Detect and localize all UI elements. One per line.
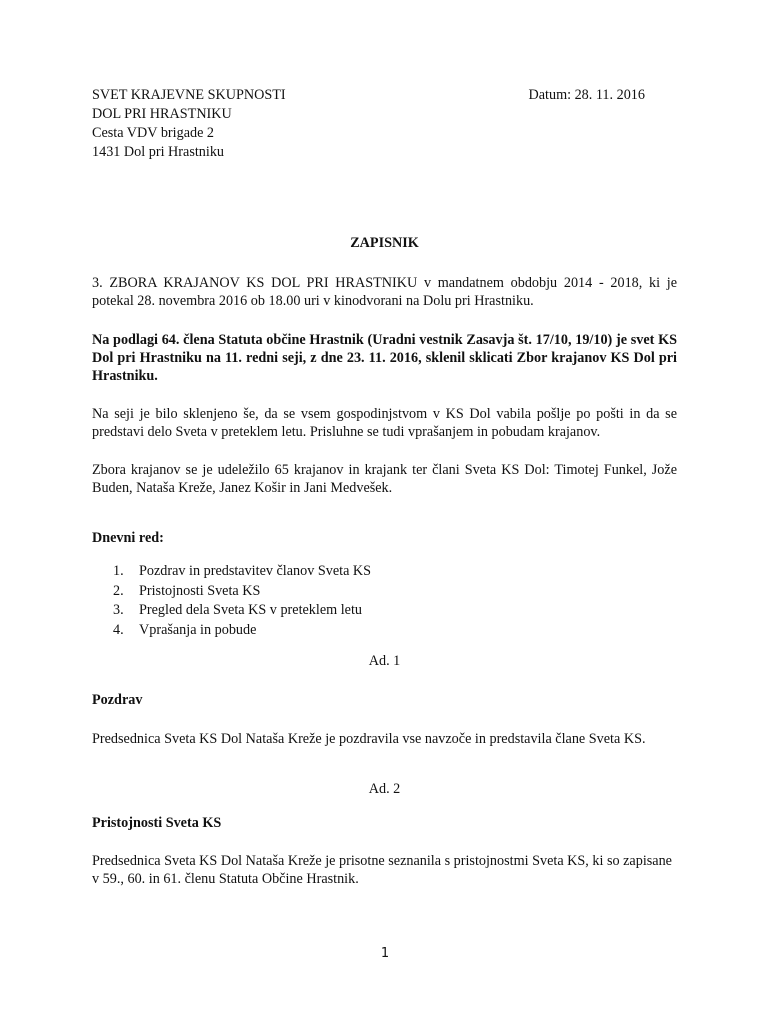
- session-note-paragraph: Na seji je bilo sklenjeno še, da se vsem gospodinjstvom v KS Dol vabila pošlje po pošti in da se predstavi delo Sveta v preteklem letu. Prisluhne se tudi vprašanjem in pobudam krajanov.: [92, 406, 677, 440]
- letterhead: [92, 86, 677, 164]
- address-city: 1431 Dol pri Hrastniku: [92, 144, 225, 160]
- legal-basis-paragraph: Na podlagi 64. člena Statuta občine Hrastnik (Uradni vestnik Zasavja št. 17/10, 19/10) je svet KS Dol pri Hrastniku na 11. redni seji, z dne 23. 11. 2016, sklenil sklicati Zbor krajanov KS Dol pri Hrastniku.: [92, 332, 677, 384]
- agenda-item-number: 4.: [113, 621, 124, 638]
- section-title-competences: Pristojnosti Sveta KS: [92, 815, 222, 831]
- attendance-paragraph: Zbora krajanov se je udeležilo 65 krajanov in krajank ter člani Sveta KS Dol: Timotej Funkel, Jože Buden, Nataša Kreže, Janez Košir in Jani Medvešek.: [92, 462, 677, 496]
- address-street: Cesta VDV brigade 2: [92, 125, 215, 141]
- agenda-title: Dnevni red:: [92, 530, 164, 546]
- section-body-competences: Predsednica Sveta KS Dol Nataša Kreže je prisotne seznanila s pristojnostmi Sveta KS, ki so zapisane v 59., 60. in 61. členu Statuta Občine Hrastnik.: [92, 853, 672, 887]
- agenda-item-number: 1.: [113, 563, 124, 579]
- document-title: ZAPISNIK: [350, 235, 419, 251]
- agenda-list: [92, 562, 677, 640]
- section-title-greeting: Pozdrav: [92, 692, 143, 708]
- agenda-item-text: Pozdrav in predstavitev članov Sveta KS: [139, 563, 372, 579]
- org-name-line2: DOL PRI HRASTNIKU: [92, 106, 232, 122]
- section-marker-ad1: Ad. 1: [368, 653, 401, 669]
- intro-paragraph: 3. ZBORA KRAJANOV KS DOL PRI HRASTNIKU v mandatnem obdobju 2014 - 2018, ki je potekal 28. novembra 2016 ob 18.00 uri v kinodvorani na Dolu pri Hrastniku.: [92, 275, 677, 309]
- list-item: [113, 621, 677, 641]
- agenda-item-text: Pregled dela Sveta KS v preteklem letu: [139, 602, 362, 618]
- list-item: [113, 582, 677, 602]
- list-item: [113, 562, 677, 582]
- section-body-greeting: Predsednica Sveta KS Dol Nataša Kreže je pozdravila vse navzoče in predstavila člane Sveta KS.: [92, 731, 646, 747]
- section-marker-ad2: Ad. 2: [368, 781, 401, 797]
- agenda-item-number: 3.: [113, 602, 124, 618]
- document-page: [92, 86, 677, 888]
- document-date: Datum: 28. 11. 2016: [528, 87, 645, 103]
- agenda-item-text: Vprašanja in pobude: [139, 621, 257, 638]
- list-item: [113, 601, 677, 621]
- page-number: 1: [380, 946, 390, 961]
- agenda-item-number: 2.: [113, 582, 124, 599]
- agenda-item-text: Pristojnosti Sveta KS: [139, 582, 261, 599]
- org-name-line1: SVET KRAJEVNE SKUPNOSTI: [92, 87, 286, 103]
